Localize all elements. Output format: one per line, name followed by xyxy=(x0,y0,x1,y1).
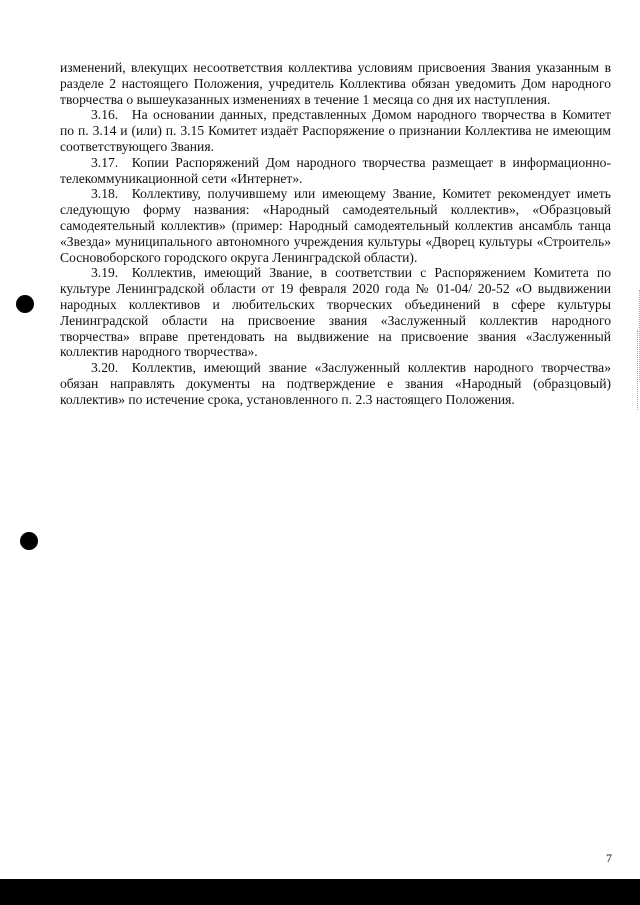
paragraph-3-20: 3.20. Коллектив, имеющий звание «Заслуженный коллектив народного творчества» обязан направлять документы на подтверждение е звания «Народный (образцовый) коллектив» по истечение срока, установленного п. 2.3 настоящего Положения. xyxy=(60,360,611,407)
paragraph-continuation: изменений, влекущих несоответствия коллектива условиям присвоения Звания указанным в разделе 2 настоящего Положения, учредитель Коллектива обязан уведомить Дом народного творчества о вышеуказанных изменениях в течение 1 месяца со дня их наступления. xyxy=(60,60,611,107)
paragraph-3-17: 3.17. Копии Распоряжений Дом народного творчества размещает в информационно-телекоммуникационной сети «Интернет». xyxy=(60,154,611,186)
punch-hole xyxy=(16,295,34,313)
scan-bottom-band xyxy=(0,879,640,905)
punch-hole xyxy=(20,532,38,550)
scan-edge-mark xyxy=(634,330,638,410)
paragraph-3-16: 3.16. На основании данных, представленных Домом народного творчества в Комитет по п. 3.14 и (или) п. 3.15 Комитет издаёт Распоряжение о признании Коллектива не имеющим соответствующего Звания. xyxy=(60,107,611,154)
paragraph-3-18: 3.18. Коллективу, получившему или имеющему Звание, Комитет рекомендует иметь следующую форму названия: «Народный самодеятельный коллектив», «Образцовый самодеятельный коллектив» (пример: Народный самодеятельный коллектив ансамбль танца «Звезда» муниципального автономного учреждения культуры «Дворец культуры «Строитель» Сосновоборского городского округа Ленинградской области). xyxy=(60,186,611,265)
page-number: 7 xyxy=(606,851,612,865)
paragraph-3-19: 3.19. Коллектив, имеющий Звание, в соответствии с Распоряжением Комитета по культуре Ленинградской области от 19 февраля 2020 года № 01-04/ 20-52 «О выдвижении народных коллективов и любительских творческих объединений в сфере культуры Ленинградской области на присвоение звания «Заслуженный коллектив народного творчества» вправе претендовать на выдвижение на присвоение звания «Заслуженный коллектив народного творчества». xyxy=(60,265,611,360)
document-body xyxy=(60,60,611,408)
